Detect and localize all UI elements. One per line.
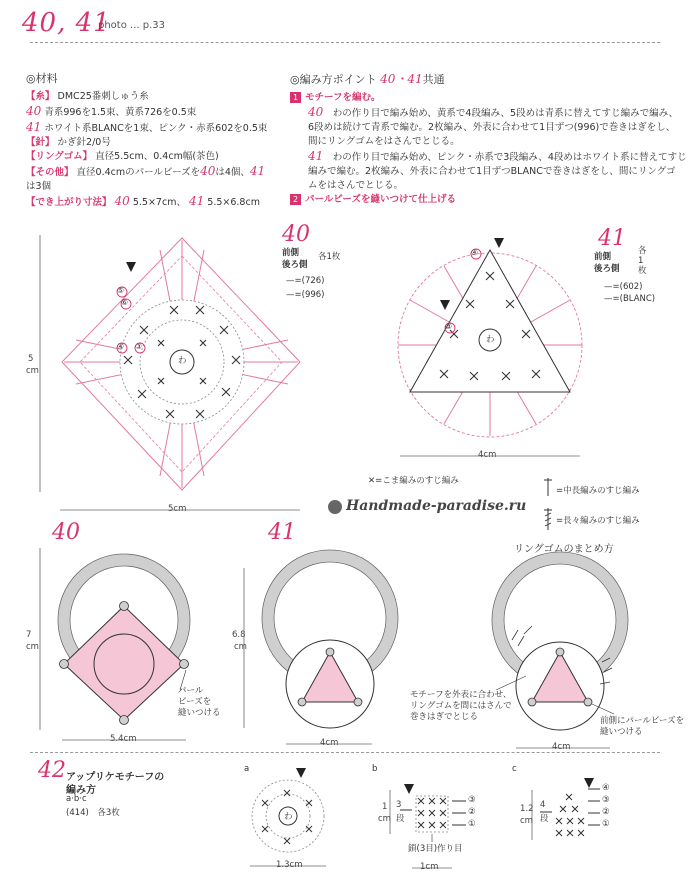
diagram-40-height: 5 [28, 354, 34, 364]
applique-a-width: 1.3cm [276, 860, 303, 870]
finish-41-width: 4cm [320, 738, 339, 748]
applique-b-row-2: ② [468, 807, 476, 817]
diagram-40-legend-1: —=(726) [286, 276, 325, 286]
diagram-41-legend-1: —=(602) [604, 282, 643, 292]
diagram-40-count: 各1枚 [318, 252, 341, 262]
applique-b-rows: 3 [396, 800, 402, 810]
points-41-line1: 41 わの作り目で編み始め、ピンク・赤系で3段編み、4段めはホワイト系に替えてすじ [308, 149, 687, 163]
applique-b-width: 1cm [420, 862, 439, 872]
applique-c-unit: cm [520, 816, 533, 826]
applique-42-label: 42 [38, 758, 66, 783]
materials-size: 【でき上がり寸法】 40 5.5×7cm、 41 5.5×6.8cm [26, 194, 260, 208]
materials-ring: 【リングゴム】 直径5.5cm、0.4cm幅(茶色) [26, 151, 219, 162]
applique-c-rows: 4 [540, 800, 546, 810]
applique-42-sub: a·b·c [66, 794, 87, 804]
finish-41-height-unit: cm [234, 642, 247, 652]
applique-42-title-1: アップリケモチーフの [66, 772, 165, 783]
diagram-41-row-3: ③ [445, 322, 453, 331]
materials-other: 【その他】 直径0.4cmのパールビーズを40は4個、41 [26, 164, 266, 178]
points-40-line3: 間にリングゴムをはさんでとじる。 [308, 136, 460, 147]
applique-a-center: わ [284, 812, 293, 822]
materials-title: ◎材料 [26, 72, 58, 85]
diagram-41-front: 前側 [594, 252, 612, 262]
x-stitch-icon: ✕ [368, 476, 376, 486]
points-40-line2: 6段めは続けて青系で編む。2枚編み、外表に合わせて1目ずつ(996)で巻きはぎをし、 [308, 122, 676, 133]
applique-c-row-2: ② [602, 807, 610, 817]
photo-reference: photo ... p.33 [98, 20, 165, 31]
diagram-40-width: 5cm [168, 504, 187, 514]
step-1: 1 モチーフを編む。 [290, 91, 687, 105]
diagram-41-center: わ [486, 335, 495, 345]
points-41-line3: ムをはさんでとじる。 [308, 180, 404, 191]
finish-40-width: 5.4cm [110, 734, 137, 744]
diagram-40-front: 前側 [282, 248, 300, 258]
ring-method-title: リングゴムのまとめ方 [514, 544, 614, 555]
applique-c-height: 1.2 [520, 804, 534, 814]
materials-other-cont: は3個 [26, 181, 52, 192]
ring-method-note-b: 前側にパールビーズを 縫いつける [600, 716, 685, 737]
diagram-41-count: 各1枚 [638, 246, 647, 276]
applique-c-row-4: ④ [602, 783, 610, 793]
diagram-40-row-4: ④ [117, 342, 125, 351]
applique-b-row-1: ① [468, 819, 476, 829]
applique-b-height: 1 [382, 802, 388, 812]
diagram-40-row-3: ③ [135, 342, 143, 351]
points-41-line2: 編みで編む。2枚編み、外表に合わせて1目ずつBLANCで巻きはぎをし、間にリングゴ [308, 166, 676, 177]
applique-c-row-3: ③ [602, 795, 610, 805]
materials-line-41: 41 ホワイト系BLANCを1束、ピンク・赤系602を0.5束 [26, 120, 268, 134]
legend-single-crochet: ✕=こま編みのすじ編み [368, 476, 459, 486]
finish-40-bead-note: パール ビーズを 縫いつける [178, 686, 221, 718]
ring-method-note-a: モチーフを外表に合わせ、 リングゴムを間にはさんで 巻きはぎでとじる [410, 690, 512, 722]
ring-method-width: 4cm [552, 742, 571, 752]
materials-line-40: 40 青系996を1.5束、黄系726を0.5束 [26, 104, 197, 118]
diagram-40-legend-2: —=(996) [286, 290, 325, 300]
points-title: ◎編み方ポイント 40・41共通 [290, 72, 445, 86]
finish-40-height: 7 [26, 630, 32, 640]
applique-b-row-3: ③ [468, 795, 476, 805]
applique-42-title-2: 編み方 [66, 785, 96, 796]
step-2: 2 パールビーズを縫いつけて仕上げる [290, 193, 687, 207]
diagram-41-back: 後ろ側 [594, 264, 620, 274]
applique-c-row-1: ① [602, 819, 610, 829]
diagram-40-back: 後ろ側 [282, 260, 308, 270]
diagram-41-label: 41 [598, 226, 626, 251]
watermark: Handmade-paradise.ru [346, 498, 527, 514]
applique-b-unit: cm [378, 814, 391, 824]
diagram-41-legend-2: —=(BLANC) [604, 294, 656, 304]
finish-41-height: 6.8 [232, 630, 246, 640]
materials-yarn: 【糸】 DMC25番刺しゅう糸 [26, 91, 149, 102]
applique-42-yarn: (414) 各3枚 [66, 808, 120, 818]
applique-b-label: b [372, 764, 378, 774]
diagram-41-width: 4cm [478, 450, 497, 460]
diagram-41-row-4: ④ [471, 248, 479, 257]
diagram-40-center: わ [178, 356, 187, 366]
applique-b-rows-unit: 段 [396, 814, 405, 824]
applique-c-label: c [512, 764, 517, 774]
materials-needle: 【針】 かぎ針2/0号 [26, 137, 111, 148]
diagram-40-label: 40 [282, 222, 310, 247]
applique-a-label: a [244, 764, 250, 774]
legend-half-double: =中長編みのすじ編み [556, 486, 640, 496]
pattern-number: 40, 41 [22, 8, 111, 38]
applique-b-base: 鎖(3目)作り目 [408, 844, 463, 854]
diagram-40-row-6: ⑥ [121, 298, 129, 307]
diagram-40-row-5: ⑤ [117, 286, 125, 295]
points-40-line1: 40 わの作り目で編み始め、黄系で4段編み、5段めは青系に替えてすじ編みで編み、 [308, 105, 679, 119]
finish-41-label: 41 [268, 520, 296, 545]
finish-40-height-unit: cm [26, 642, 39, 652]
applique-c-rows-unit: 段 [540, 814, 549, 824]
legend-double-treble: =長々編みのすじ編み [556, 516, 640, 526]
diagram-40-height-unit: cm [26, 366, 39, 376]
finish-40-label: 40 [52, 520, 80, 545]
